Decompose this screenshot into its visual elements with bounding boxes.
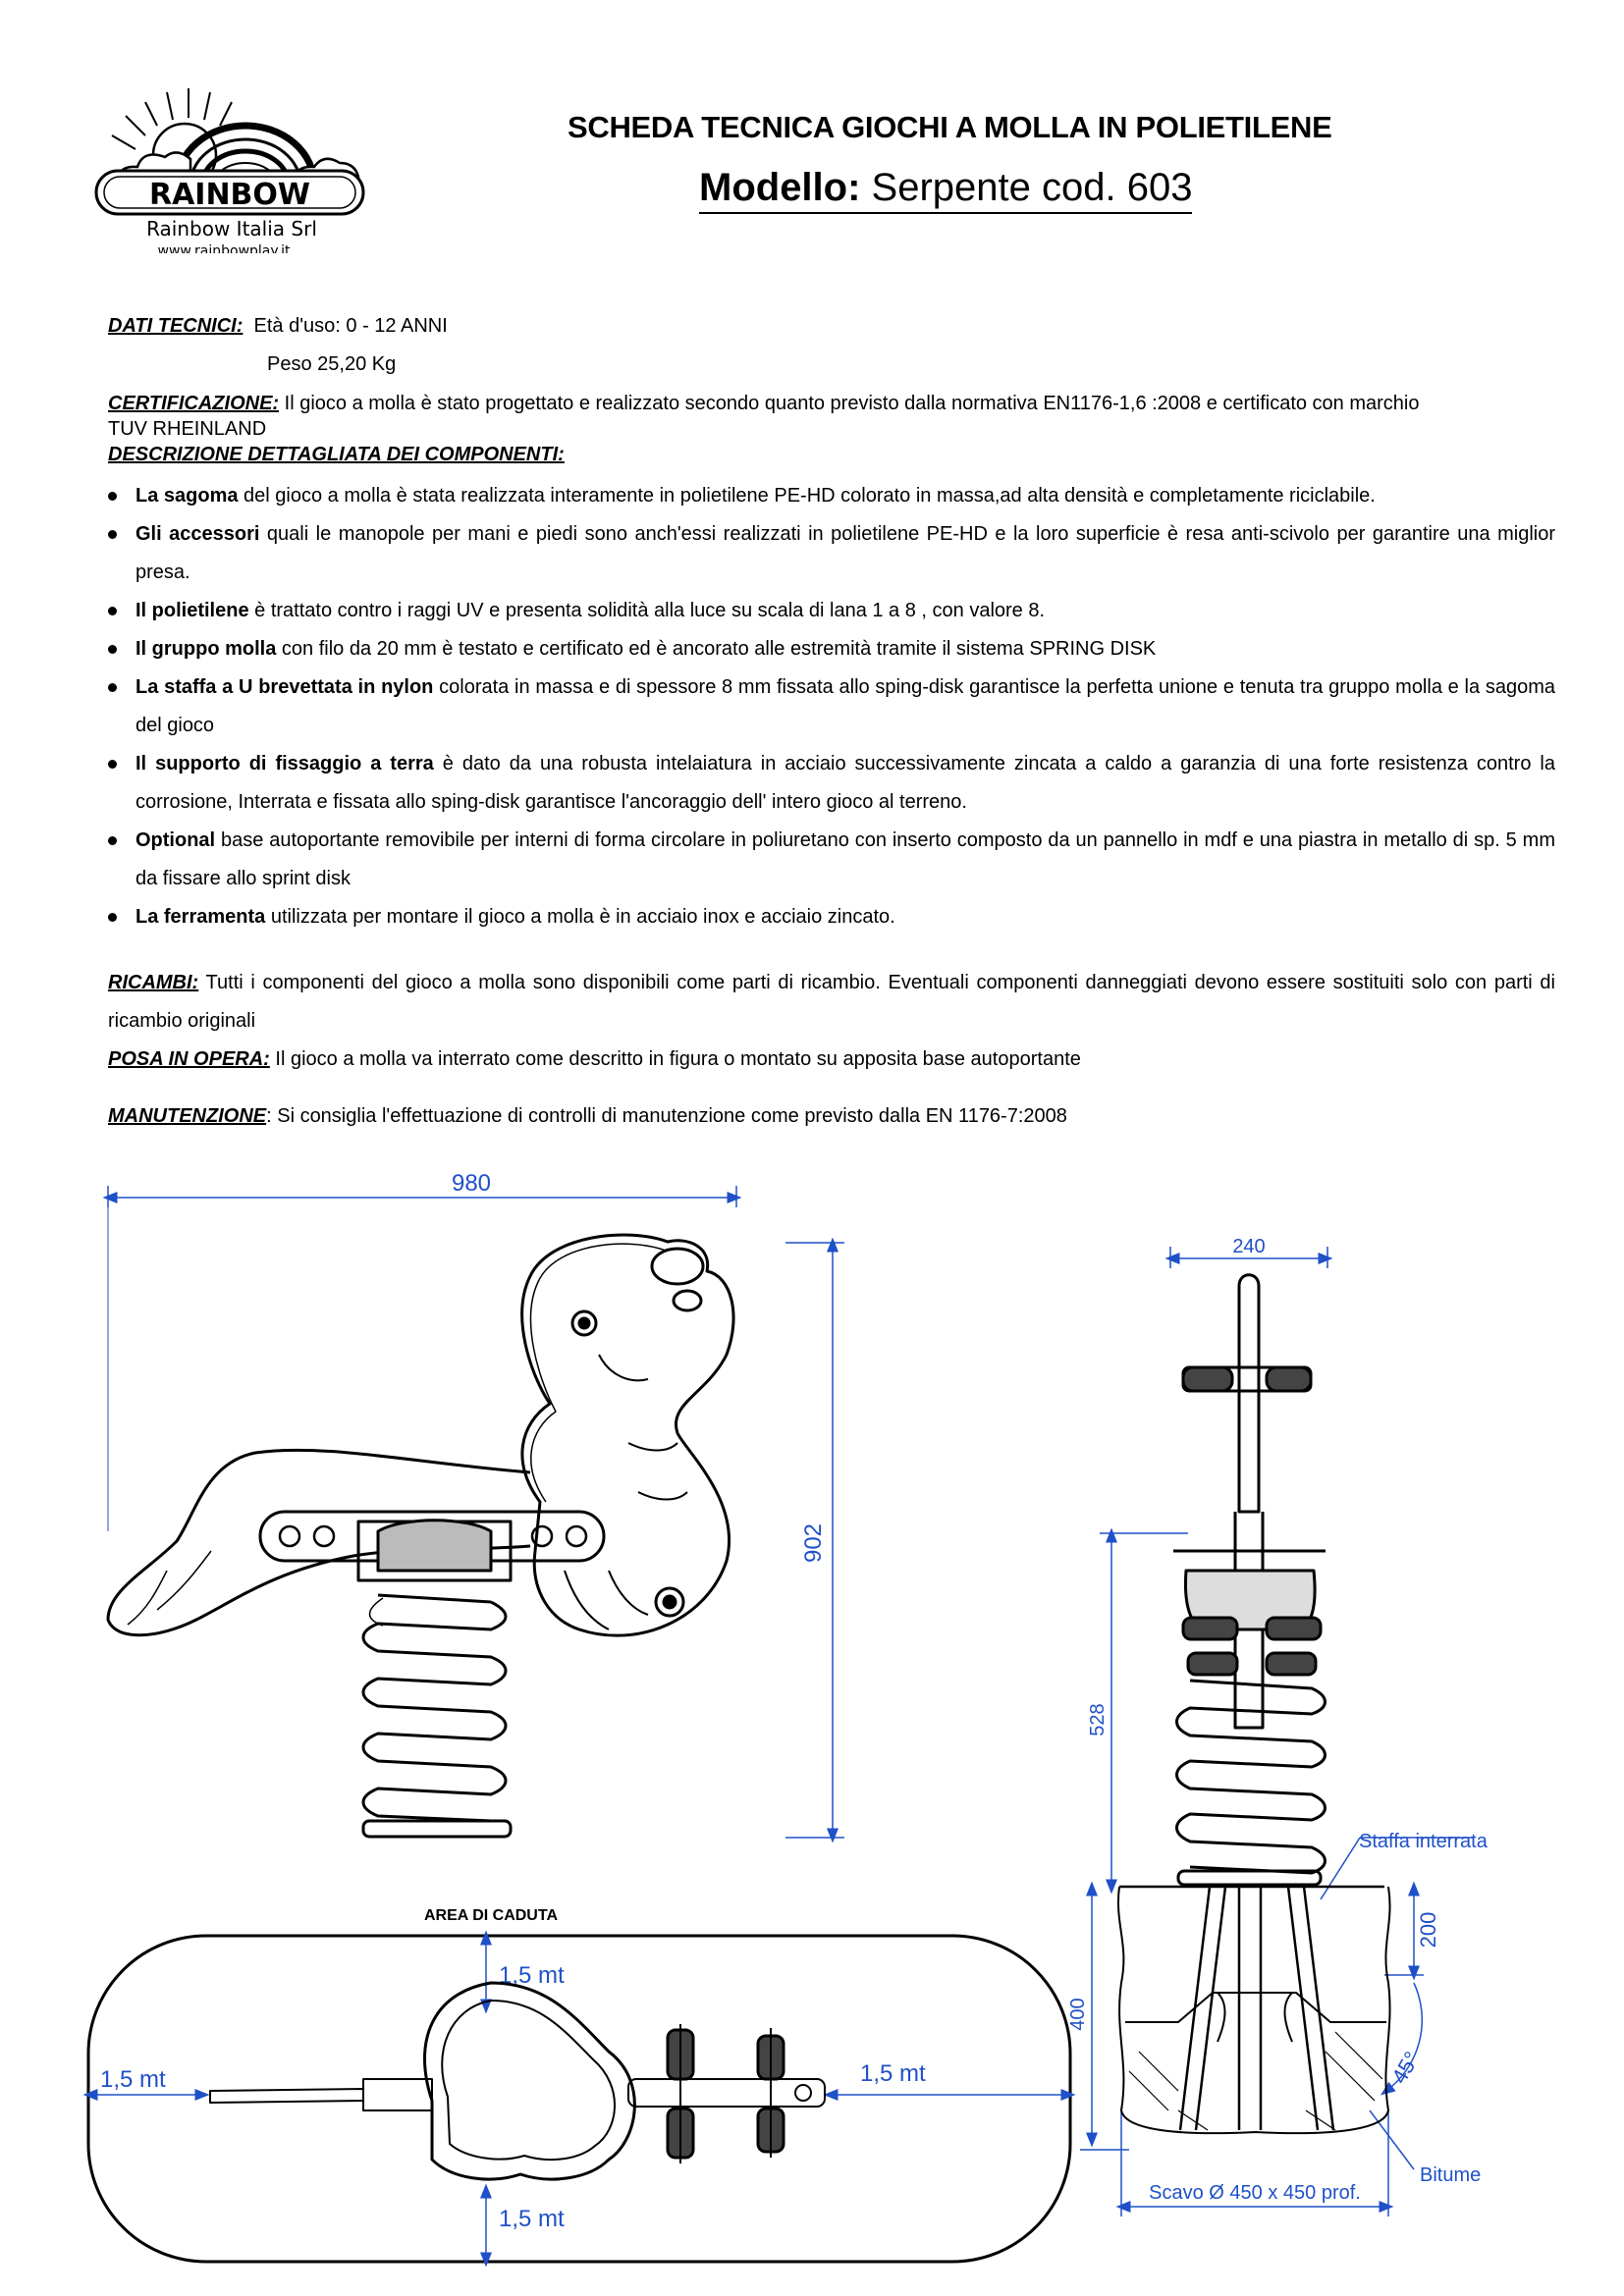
tech-weight: Peso 25,20 Kg [267,353,397,375]
logo-company: Rainbow Italia Srl [146,217,317,240]
front-view [108,1170,844,1838]
dim-depth: 400 [1067,1998,1089,2031]
rainbow-logo-icon [86,77,371,253]
certification-label: CERTIFICAZIONE: [108,393,280,414]
item-bold: Gli accessori [135,523,260,545]
dim-width: 980 [451,1170,492,1197]
fall-area-label: AREA DI CADUTA [424,1907,558,1924]
item-text: colorata in massa e di spessore 8 mm fissata allo sping-disk garantisce la perfetta unione e tenuta tra gruppo molla e la sagoma del gioco [135,676,1556,736]
list-item [108,668,1555,745]
label-bitumen: Bitume [1420,2164,1482,2186]
components-list [108,477,1555,936]
fall-bottom: 1,5 mt [499,2206,565,2232]
list-item [108,898,1555,936]
components-label: DESCRIZIONE DETTAGLIATA DEI COMPONENTI: [108,444,565,465]
fall-right: 1,5 mt [860,2060,926,2087]
spares-label: RICAMBI: [108,972,199,993]
side-view [1067,1236,1489,2216]
fall-area-view [88,1907,1070,2262]
item-text: è dato da una robusta intelaiatura in acciaio successivamente zincata a caldo a garanzia di una forte resistenza contro la corrosione, Interrata e fissata allo sping-disk garantisce l'ancoraggio dell' intero gioco al terreno. [135,753,1555,813]
fall-left: 1,5 mt [100,2066,166,2093]
item-text: quali le manopole per mani e piedi sono anch'essi realizzati in polietilene PE-HD e la loro superficie è resa anti-scivolo per garantire una miglior presa. [135,523,1555,583]
fall-top: 1,5 mt [499,1962,565,1989]
label-excavation: Scavo Ø 450 x 450 prof. [1149,2182,1361,2204]
maintenance-text: : Si consiglia l'effettuazione di controlli di manutenzione come previsto dalla EN 1176-7:2008 [266,1105,1067,1127]
tech-age: Età d'uso: 0 - 12 ANNI [253,315,448,337]
item-bold: Il gruppo molla [135,638,277,660]
logo-brand: RAINBOW [148,178,311,212]
item-text: del gioco a molla è stata realizzata interamente in polietilene PE-HD colorato in massa,ad alta densità e completamente riciclabile. [238,485,1376,507]
logo-website: www.rainbowplay.it [157,243,291,253]
item-text: base autoportante removibile per interni di forma circolare in poliuretano con inserto composto da un pannello in mdf e una piastra in metallo di sp. 5 mm da fissare allo sprint disk [135,829,1555,889]
dim-bracket-depth: 200 [1416,1911,1440,1949]
tech-data-label: DATI TECNICI: [108,315,244,337]
item-bold: Il polietilene [135,600,249,621]
list-item [108,630,1555,668]
tech-data-row [108,313,448,339]
spares-text: Tutti i componenti del gioco a molla sono disponibili come parti di ricambio. Eventuali componenti danneggiati devono essere sostituiti solo con parti di ricambio originali [108,972,1555,1032]
item-text: con filo da 20 mm è testato e certificato ed è ancorato alle estremità tramite il sistema SPRING DISK [276,638,1157,660]
item-text: è trattato contro i raggi UV e presenta solidità alla luce su scala di lana 1 a 8 , con valore 8. [248,600,1046,621]
dim-angle: 45° [1386,2047,1425,2088]
label-buried-bracket: Staffa interrata [1359,1831,1488,1852]
list-item [108,822,1555,898]
certification-text: Il gioco a molla è stato progettato e realizzato secondo quanto previsto dalla normativa EN1176-1,6 :2008 e certificato con marchio [284,393,1420,414]
page-title: SCHEDA TECNICA GIOCHI A MOLLA IN POLIETILENE [568,110,1332,144]
item-text: utilizzata per montare il gioco a molla è in acciaio inox e acciaio zincato. [265,906,895,928]
model-line [699,165,1192,214]
install-text: Il gioco a molla va interrato come descritto in figura o montato su apposita base autoportante [269,1048,1081,1070]
model-label: Modello: [699,166,861,209]
list-item [108,592,1555,630]
spares-paragraph [108,964,1555,1041]
item-bold: Il supporto di fissaggio a terra [135,753,434,774]
dim-spring-height: 528 [1087,1703,1109,1736]
list-item [108,745,1555,822]
certification-text-2: TUV RHEINLAND [108,418,267,440]
item-bold: La staffa a U brevettata in nylon [135,676,434,698]
install-paragraph [108,1041,1555,1079]
item-bold: La ferramenta [135,906,266,928]
certification-row [108,391,1420,416]
model-value: Serpente cod. 603 [871,166,1193,209]
dim-height: 902 [800,1522,827,1564]
list-item [108,477,1555,515]
list-item [108,515,1555,592]
company-logo [86,77,371,253]
maintenance-paragraph [108,1097,1555,1136]
maintenance-label: MANUTENZIONE [108,1105,267,1127]
install-label: POSA IN OPERA: [108,1048,270,1070]
technical-drawing [0,1158,1624,2296]
item-bold: Optional [135,829,216,851]
dim-side-width: 240 [1232,1236,1266,1257]
item-bold: La sagoma [135,485,239,507]
